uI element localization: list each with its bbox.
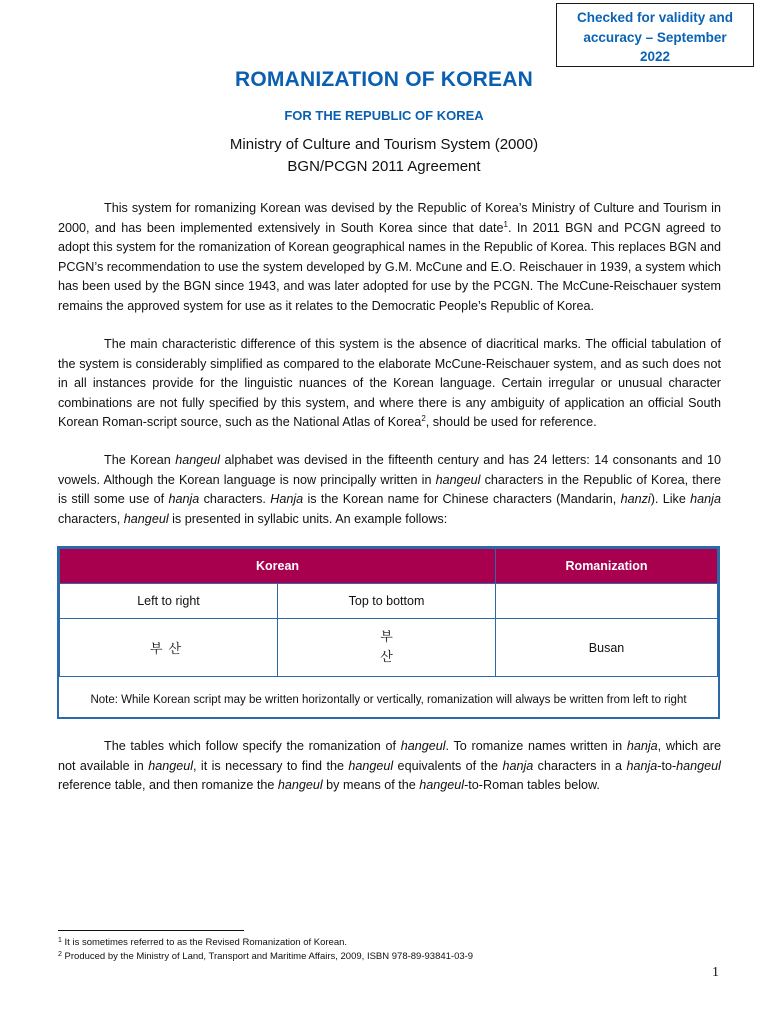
footnote-2: $^2$ Produced by the Ministry of Land, Transport and Maritime Affairs, 2009, ISBN 978-89-93841-03-9 — [58, 951, 474, 962]
korean-vertical-syllable-2: 산 — [380, 649, 393, 665]
cell-left-to-right: Left to right — [60, 584, 278, 619]
table-header-korean: Korean — [60, 549, 496, 584]
footnote-1: $^1$ It is sometimes referred to as the Revised Romanization of Korean. — [58, 937, 348, 948]
footnote-divider — [58, 930, 244, 931]
validity-stamp — [556, 3, 754, 67]
system-line-2: BGN/PCGN 2011 Agreement — [287, 158, 481, 175]
system-line-1: Ministry of Culture and Tourism System (2000) — [229, 136, 539, 153]
document-subtitle: FOR THE REPUBLIC OF KOREA — [284, 108, 484, 123]
stamp-line-1: Checked for validity and — [576, 10, 734, 25]
table-note: Note: While Korean script may be written horizontally or vertically, romanization will always be written from left to right — [60, 677, 718, 724]
table-header-romanization: Romanization — [496, 549, 718, 584]
paragraph-hangeul: The Korean hangeul alphabet was devised in the fifteenth century and has 24 letters: 14 consonants and 10 vowels. Although the Korean language is now principally written in hangeul characters in the Republic of Korea, there is still some use of hanja characters. Hanja is the Korean name for Chinese characters (Mandarin, hanzi). Like hanja characters, hangeul is presented in syllabic units. An example follows: — [58, 453, 722, 526]
paragraph-tables-follow: The tables which follow specify the romanization of hangeul. To romanize names written in hanja, which are not available in hangeul, it is necessary to find the hangeul equivalents of the hanja characters in a hanja-to-hangeul reference table, and then romanize the hangeul by means of the hangeul-to-Roman tables below. — [58, 739, 721, 793]
document-title: ROMANIZATION OF KOREAN — [235, 68, 533, 91]
cell-romanized: Busan — [496, 619, 718, 677]
cell-top-to-bottom: Top to bottom — [278, 584, 496, 619]
footnote-ref-1[interactable]: 1 — [503, 219, 508, 229]
paragraph-intro: This system for romanizing Korean was devised by the Republic of Korea’s Ministry of Culture and Tourism in 2000, and has been implemented extensively in South Korea since that date$^1$. In 2011 BGN and PCGN agreed to adopt this system for the romanization of Korean geographical names in the Republic of Korea. This replaces BGN and PCGN’s recommendation to use the system developed by G.M. McCune and E.O. Reischauer in 1939, a system which has been used by the BGN since 1943, and was later adopted for use by the PCGN. The McCune-Reischauer system remains the approved system for use as it relates to the Democratic People’s Republic of Korea. — [58, 201, 721, 313]
page-number: 1 — [712, 965, 719, 980]
system-description — [0, 134, 768, 178]
korean-horizontal-text: 부산 — [149, 642, 188, 657]
korean-vertical-syllable-1: 부 — [380, 629, 393, 645]
cell-romanization-empty — [496, 584, 718, 619]
stamp-line-3: 2022 — [639, 49, 671, 64]
paragraph-characteristics: The main characteristic difference of this system is the absence of diacritical marks. The official tabulation of the system is considerably simplified as compared to the elaborate McCune-Reischauer system, and as such does not in all instances provide for the linguistic nuances of the Korean language. Certain irregular or unusual character combinations are not fully specified by this system, and where there is any ambiguity of application an official South Korean Roman-script source, such as the National Atlas of Korea$^2$, should be used for reference. — [58, 337, 721, 430]
example-table — [57, 546, 720, 719]
stamp-line-2: accuracy – September — [583, 29, 727, 45]
cell-korean-horizontal — [60, 619, 278, 677]
footnote-ref-2[interactable]: 2 — [421, 414, 426, 424]
cell-korean-vertical — [278, 619, 496, 677]
